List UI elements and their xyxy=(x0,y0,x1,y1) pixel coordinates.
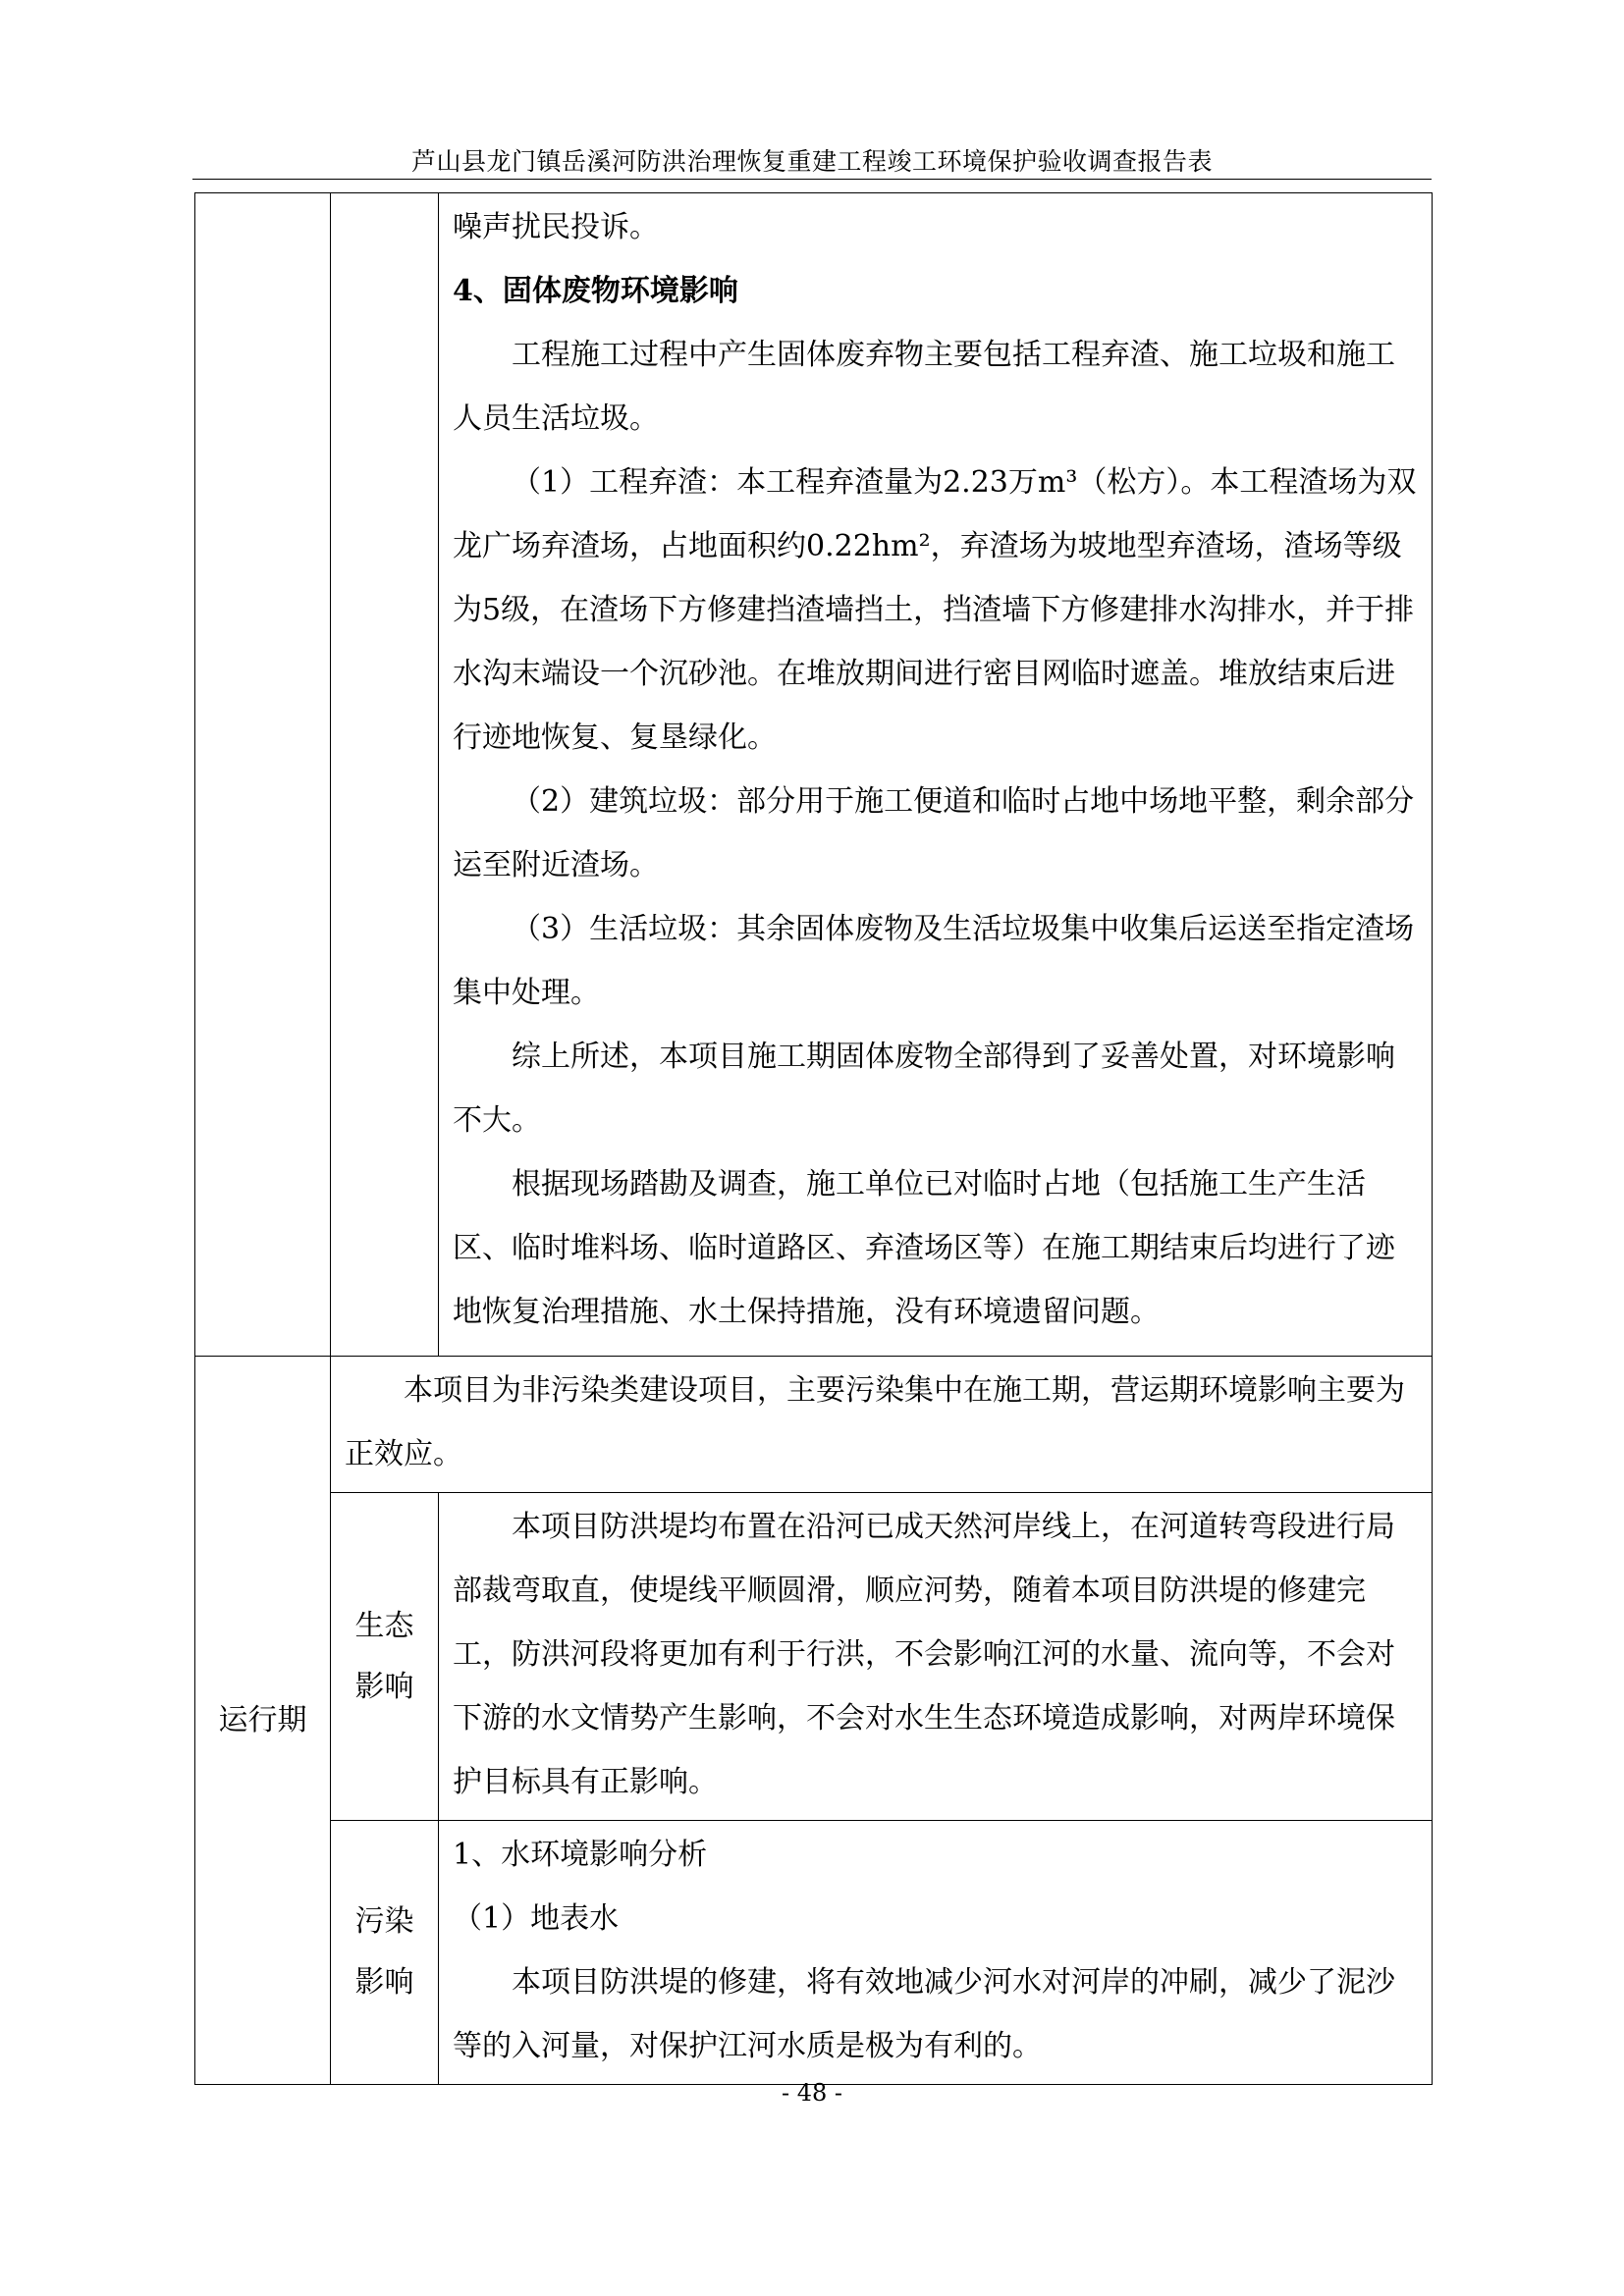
page-number: - 48 - xyxy=(781,2079,842,2107)
ecology-label-cell xyxy=(331,1493,439,1821)
pollution-label-line1: 污染 xyxy=(354,1904,414,1939)
water-impact-heading: 1、水环境影响分析 xyxy=(453,1838,708,1872)
construction-content-cell xyxy=(439,193,1433,1357)
pollution-content-cell xyxy=(439,1821,1433,2085)
ecology-row xyxy=(195,1493,1433,1821)
site-survey-paragraph: 根据现场踏勘及调查，施工单位已对临时占地（包括施工生产生活区、临时堆料场、临时道路区、弃渣场区等）在施工期结束后均进行了迹地恢复治理措施、水土保持措施，没有环境遗留问题。 xyxy=(453,1167,1395,1329)
construction-waste-paragraph: （2）建筑垃圾：部分用于施工便道和临时占地中场地平整，剩余部分运至附近渣场。 xyxy=(453,784,1415,882)
solid-waste-heading: 4、固体废物环境影响 xyxy=(453,274,738,308)
operation-period-label: 运行期 xyxy=(195,1357,331,2085)
surface-water-subheading: （1）地表水 xyxy=(453,1901,620,1936)
pollution-row xyxy=(195,1821,1433,2085)
construction-label-cell xyxy=(195,193,331,1357)
surface-water-text: 本项目防洪堤的修建，将有效地减少河水对河岸的冲刷，减少了泥沙等的入河量，对保护江河水质是极为有利的。 xyxy=(453,1965,1395,2063)
construction-row xyxy=(195,193,1433,1357)
construction-sublabel-cell xyxy=(331,193,439,1357)
ecology-label-line2: 影响 xyxy=(354,1669,414,1704)
header-divider xyxy=(192,179,1432,180)
noise-complaint-line: 噪声扰民投诉。 xyxy=(453,210,659,244)
ecology-content-cell xyxy=(439,1493,1433,1821)
report-table xyxy=(194,192,1433,2085)
operation-summary-cell xyxy=(331,1357,1433,1493)
solid-waste-intro: 工程施工过程中产生固体废弃物主要包括工程弃渣、施工垃圾和施工人员生活垃圾。 xyxy=(453,338,1395,436)
pollution-label-line2: 影响 xyxy=(354,1965,414,2000)
ecology-text: 本项目防洪堤均布置在沿河已成天然河岸线上，在河道转弯段进行局部裁弯取直，使堤线平顺圆滑，顺应河势，随着本项目防洪堤的修建完工，防洪河段将更加有利于行洪，不会影响江河的水量、流向等，不会对下游的水文情势产生影响，不会对水生生态环境造成影响，对两岸环境保护目标具有正影响。 xyxy=(453,1510,1395,1799)
operation-summary-text: 本项目为非污染类建设项目，主要污染集中在施工期，营运期环境影响主要为正效应。 xyxy=(345,1373,1405,1471)
operation-summary-row xyxy=(195,1357,1433,1493)
spoil-paragraph: （1）工程弃渣：本工程弃渣量为2.23万m³（松方）。本工程渣场为双龙广场弃渣场，占地面积约0.22hm²，弃渣场为坡地型弃渣场，渣场等级为5级，在渣场下方修建挡渣墙挡土，挡渣墙下方修建排水沟排水，并于排水沟末端设一个沉砂池。在堆放期间进行密目网临时遮盖。堆放结束后进行迹地恢复、复垦绿化。 xyxy=(453,465,1417,755)
ecology-label-line1: 生态 xyxy=(354,1608,414,1643)
summary-paragraph: 综上所述，本项目施工期固体废物全部得到了妥善处置，对环境影响不大。 xyxy=(453,1040,1395,1138)
domestic-waste-paragraph: （3）生活垃圾：其余固体废物及生活垃圾集中收集后运送至指定渣场集中处理。 xyxy=(453,912,1415,1010)
report-header-title: 芦山县龙门镇岳溪河防洪治理恢复重建工程竣工环境保护验收调查报告表 xyxy=(410,147,1213,176)
pollution-label-cell xyxy=(331,1821,439,2085)
